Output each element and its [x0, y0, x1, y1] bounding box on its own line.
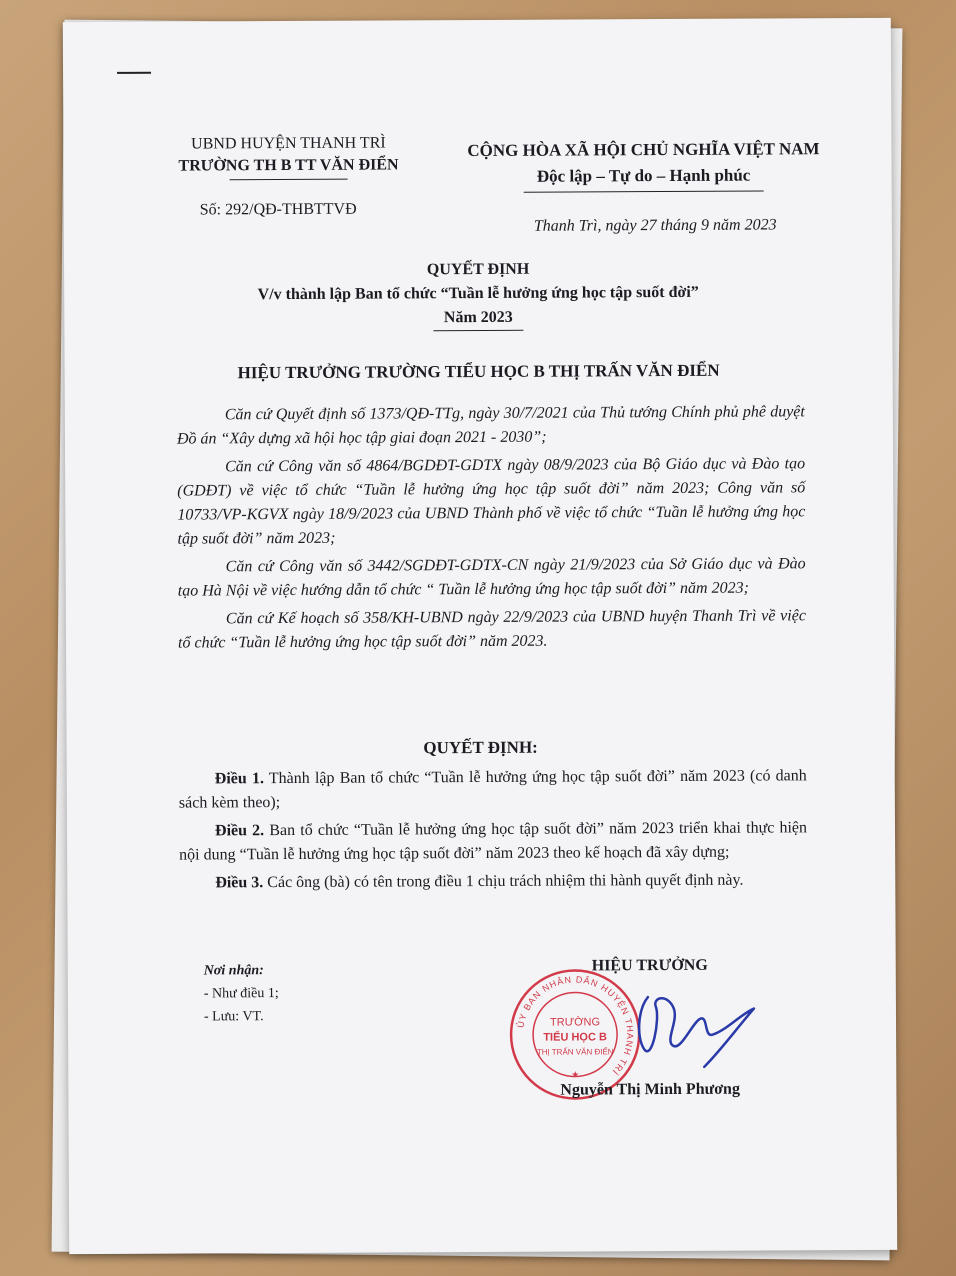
national-header: [443, 136, 843, 193]
article-label: Điều 1.: [214, 770, 264, 788]
article-1: [179, 764, 807, 815]
article-2: [179, 816, 807, 867]
national-title: CỘNG HÒA XÃ HỘI CHỦ NGHĨA VIỆT NAM: [467, 139, 820, 161]
motto-underline: [524, 191, 764, 193]
issuer-underline: [230, 179, 348, 181]
seal-center-line-3: THỊ TRẤN VĂN ĐIỂN: [536, 1047, 614, 1057]
seal-ring-text: ỦY BAN NHÂN DÂN HUYỆN THANH TRÌ: [515, 974, 636, 1078]
recipients-label: Nơi nhận:: [203, 963, 264, 979]
title-line-2: V/v thành lập Ban tổ chức “Tuần lễ hưởng ứng học tập suốt đời”: [257, 283, 699, 304]
signer-title: HIỆU TRƯỞNG: [591, 956, 708, 975]
article-text: Ban tổ chức “Tuần lễ hưởng ứng học tập suốt đời” năm 2023 triển khai thực hiện nội dung “Tuần lễ hưởng ứng học tập suốt đời” năm 2023 theo kế hoạch đã xây dựng;: [179, 819, 808, 864]
article-label: Điều 2.: [214, 822, 265, 840]
issuer-authority: UBND HUYỆN THANH TRÌ: [191, 134, 386, 153]
article-3: [179, 868, 807, 895]
national-motto: Độc lập – Tự do – Hạnh phúc: [536, 165, 751, 186]
seal-star-icon: ★: [571, 1069, 580, 1080]
handwritten-signature: [608, 979, 759, 1080]
legal-grounds: [177, 400, 806, 659]
document-title: [64, 256, 892, 333]
authority-heading: HIỆU TRƯỞNG TRƯỜNG TIỂU HỌC B THỊ TRẤN VĂN ĐIỂN: [237, 360, 720, 383]
articles: [179, 764, 808, 899]
ground-paragraph: Căn cứ Công văn số 3442/SGDĐT-GDTX-CN ngày 21/9/2023 của Sở Giáo dục và Đào tạo Hà Nội về việc hướng dẫn tổ chức “ Tuần lễ hưởng ứng học tập suốt đời” năm 2023;: [177, 555, 806, 600]
ground-paragraph: Căn cứ Quyết định số 1373/QĐ-TTg, ngày 30/7/2021 của Thủ tướng Chính phủ phê duyệt Đồ án “Xây dựng xã hội học tập giai đoạn 2021 - 2030”;: [176, 403, 805, 448]
article-text: Thành lập Ban tổ chức “Tuần lễ hưởng ứng học tập suốt đời” năm 2023 (có danh sách kèm theo);: [178, 767, 807, 812]
recipient-item: - Lưu: VT.: [203, 1009, 264, 1025]
seal-center-line-1: TRƯỜNG: [549, 1016, 601, 1029]
place-date: Thanh Trì, ngày 27 tháng 9 năm 2023: [533, 216, 777, 235]
article-label: Điều 3.: [215, 874, 264, 892]
decision-heading: QUYẾT ĐỊNH:: [423, 737, 538, 758]
ground-paragraph: Căn cứ Kế hoạch số 358/KH-UBND ngày 22/9/2023 của UBND huyện Thanh Trì về việc tổ chức “Tuần lễ hưởng ứng học tập suốt đời” năm 2023.: [177, 607, 806, 652]
article-text: Các ông (bà) có tên trong điều 1 chịu trách nhiệm thi hành quyết định này.: [263, 871, 744, 892]
signature-stroke: [639, 997, 754, 1068]
ground-paragraph: Căn cứ Công văn số 4864/BGDĐT-GDTX ngày 08/9/2023 của Bộ Giáo dục và Đào tạo (GDĐT) về việc tổ chức “Tuần lễ hưởng ứng học tập suốt đời” năm 2023; Công văn số 10733/VP-KGVX ngày 18/9/2023 của UBND Thành phố về việc tổ chức “Tuần lễ hưởng ứng học tập suốt đời” năm 2023;: [177, 455, 806, 548]
recipients: [204, 959, 279, 1028]
recipient-item: - Như điều 1;: [203, 986, 279, 1002]
margin-mark: [117, 72, 151, 74]
document-number: Số: 292/QĐ-THBTTVĐ: [199, 200, 357, 219]
seal-center-line-2: TIỂU HỌC B: [543, 1031, 607, 1044]
title-line-3: Năm 2023: [443, 308, 513, 327]
signer-name: Nguyễn Thị Minh Phương: [560, 1080, 740, 1099]
document-page: [63, 18, 897, 1254]
issuer-header: [168, 132, 408, 180]
title-line-1: QUYẾT ĐỊNH: [426, 260, 530, 279]
issuer-school: TRƯỜNG TH B TT VĂN ĐIỂN: [178, 156, 399, 175]
